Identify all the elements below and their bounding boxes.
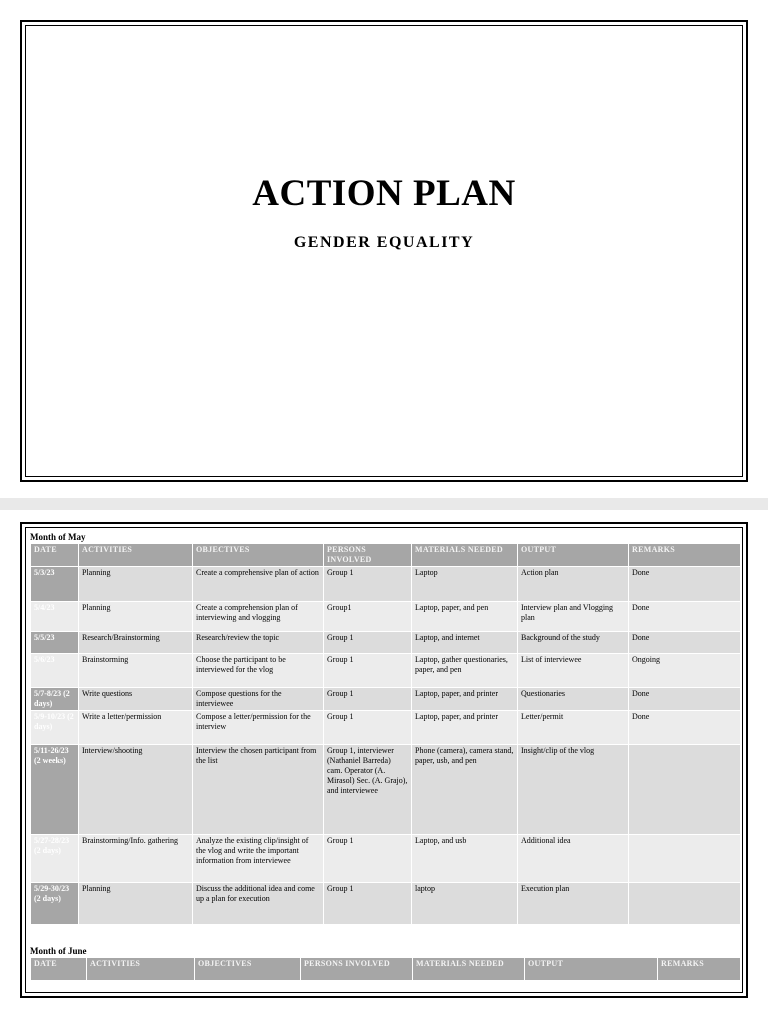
row-objective: Interview the chosen participant from the list: [193, 745, 324, 835]
row-objective: Create a comprehension plan of interviewing and vlogging: [193, 602, 324, 632]
col-objectives: OBJECTIVES: [195, 958, 301, 981]
row-remarks: Done: [629, 711, 741, 745]
row-activity: Write questions: [79, 688, 193, 711]
table-row: [31, 711, 741, 745]
row-materials: Laptop: [412, 567, 518, 602]
row-date: 5/9-10/23 (2 days): [31, 711, 79, 745]
table-row: [31, 602, 741, 632]
row-remarks: Done: [629, 567, 741, 602]
row-activity: Interview/shooting: [79, 745, 193, 835]
table-row: [31, 567, 741, 602]
row-persons: Group 1: [324, 711, 412, 745]
table-row: [31, 688, 741, 711]
row-date: 5/5/23: [31, 632, 79, 654]
row-persons: Group 1: [324, 883, 412, 925]
row-remarks: Done: [629, 602, 741, 632]
row-remarks: [629, 835, 741, 883]
col-persons-involved: PERSONS INVOLVED: [324, 544, 412, 567]
cover-page: [0, 0, 768, 498]
row-date: 5/6/23: [31, 654, 79, 688]
row-remarks: Done: [629, 688, 741, 711]
row-materials: Laptop, and usb: [412, 835, 518, 883]
row-remarks: Done: [629, 632, 741, 654]
row-remarks: [629, 745, 741, 835]
row-date: 5/27-28/23 (2 days): [31, 835, 79, 883]
row-output: List of interviewee: [518, 654, 629, 688]
row-activity: Research/Brainstorming: [79, 632, 193, 654]
row-activity: Write a letter/permission: [79, 711, 193, 745]
row-activity: Planning: [79, 602, 193, 632]
row-materials: Laptop, paper, and pen: [412, 602, 518, 632]
table-row: [31, 835, 741, 883]
document-title: ACTION PLAN: [252, 173, 516, 214]
table-row: [31, 632, 741, 654]
table-row: [31, 883, 741, 925]
month-june-label: Month of June: [30, 946, 87, 956]
row-remarks: Ongoing: [629, 654, 741, 688]
document-subtitle: GENDER EQUALITY: [293, 234, 475, 251]
row-persons: Group 1: [324, 835, 412, 883]
row-activity: Brainstorming/Info. gathering: [79, 835, 193, 883]
row-activity: Brainstorming: [79, 654, 193, 688]
may-action-table: [30, 543, 741, 925]
col-output: OUTPUT: [525, 958, 658, 981]
row-materials: Laptop, and internet: [412, 632, 518, 654]
row-objective: Compose questions for the interviewee: [193, 688, 324, 711]
row-materials: laptop: [412, 883, 518, 925]
col-remarks: REMARKS: [658, 958, 741, 981]
row-output: Additional idea: [518, 835, 629, 883]
row-objective: Analyze the existing clip/insight of the vlog and write the important information from interviewee: [193, 835, 324, 883]
june-action-table: [30, 957, 741, 981]
col-materials-needed: MATERIALS NEEDED: [412, 544, 518, 567]
col-objectives: OBJECTIVES: [193, 544, 324, 567]
col-output: OUTPUT: [518, 544, 629, 567]
col-activities: ACTIVITIES: [87, 958, 195, 981]
row-output: Action plan: [518, 567, 629, 602]
row-persons: Group 1: [324, 688, 412, 711]
row-output: Execution plan: [518, 883, 629, 925]
row-output: Questionaries: [518, 688, 629, 711]
row-date: 5/3/23: [31, 567, 79, 602]
col-activities: ACTIVITIES: [79, 544, 193, 567]
col-date: DATE: [31, 958, 87, 981]
col-persons-involved: PERSONS INVOLVED: [301, 958, 413, 981]
col-date: DATE: [31, 544, 79, 567]
row-remarks: [629, 883, 741, 925]
table-row: [31, 654, 741, 688]
row-date: 5/11-26/23 (2 weeks): [31, 745, 79, 835]
row-objective: Discuss the additional idea and come up a plan for execution: [193, 883, 324, 925]
row-objective: Compose a letter/permission for the interview: [193, 711, 324, 745]
row-objective: Choose the participant to be interviewed for the vlog: [193, 654, 324, 688]
table-row: [31, 745, 741, 835]
may-header-row: [31, 544, 741, 567]
row-output: Letter/permit: [518, 711, 629, 745]
col-remarks: REMARKS: [629, 544, 741, 567]
row-objective: Research/review the topic: [193, 632, 324, 654]
row-date: 5/29-30/23 (2 days): [31, 883, 79, 925]
row-persons: Group 1: [324, 654, 412, 688]
june-header-row: [31, 958, 741, 981]
row-materials: Laptop, paper, and printer: [412, 688, 518, 711]
row-output: Insight/clip of the vlog: [518, 745, 629, 835]
row-persons: Group1: [324, 602, 412, 632]
row-materials: Phone (camera), camera stand, paper, usb, and pen: [412, 745, 518, 835]
row-persons: Group 1: [324, 567, 412, 602]
row-materials: Laptop, gather questionaries, paper, and pen: [412, 654, 518, 688]
row-activity: Planning: [79, 567, 193, 602]
row-date: 5/4/23: [31, 602, 79, 632]
row-output: Background of the study: [518, 632, 629, 654]
month-may-label: Month of May: [30, 532, 86, 542]
plan-page: [0, 510, 768, 1024]
row-activity: Planning: [79, 883, 193, 925]
row-objective: Create a comprehensive plan of action: [193, 567, 324, 602]
row-output: Interview plan and Vlogging plan: [518, 602, 629, 632]
col-materials-needed: MATERIALS NEEDED: [413, 958, 525, 981]
row-date: 5/7-8/23 (2 days): [31, 688, 79, 711]
row-materials: Laptop, paper, and printer: [412, 711, 518, 745]
row-persons: Group 1, interviewer (Nathaniel Barreda) cam. Operator (A. Mirasol) Sec. (A. Grajo), and interviewee: [324, 745, 412, 835]
row-persons: Group 1: [324, 632, 412, 654]
